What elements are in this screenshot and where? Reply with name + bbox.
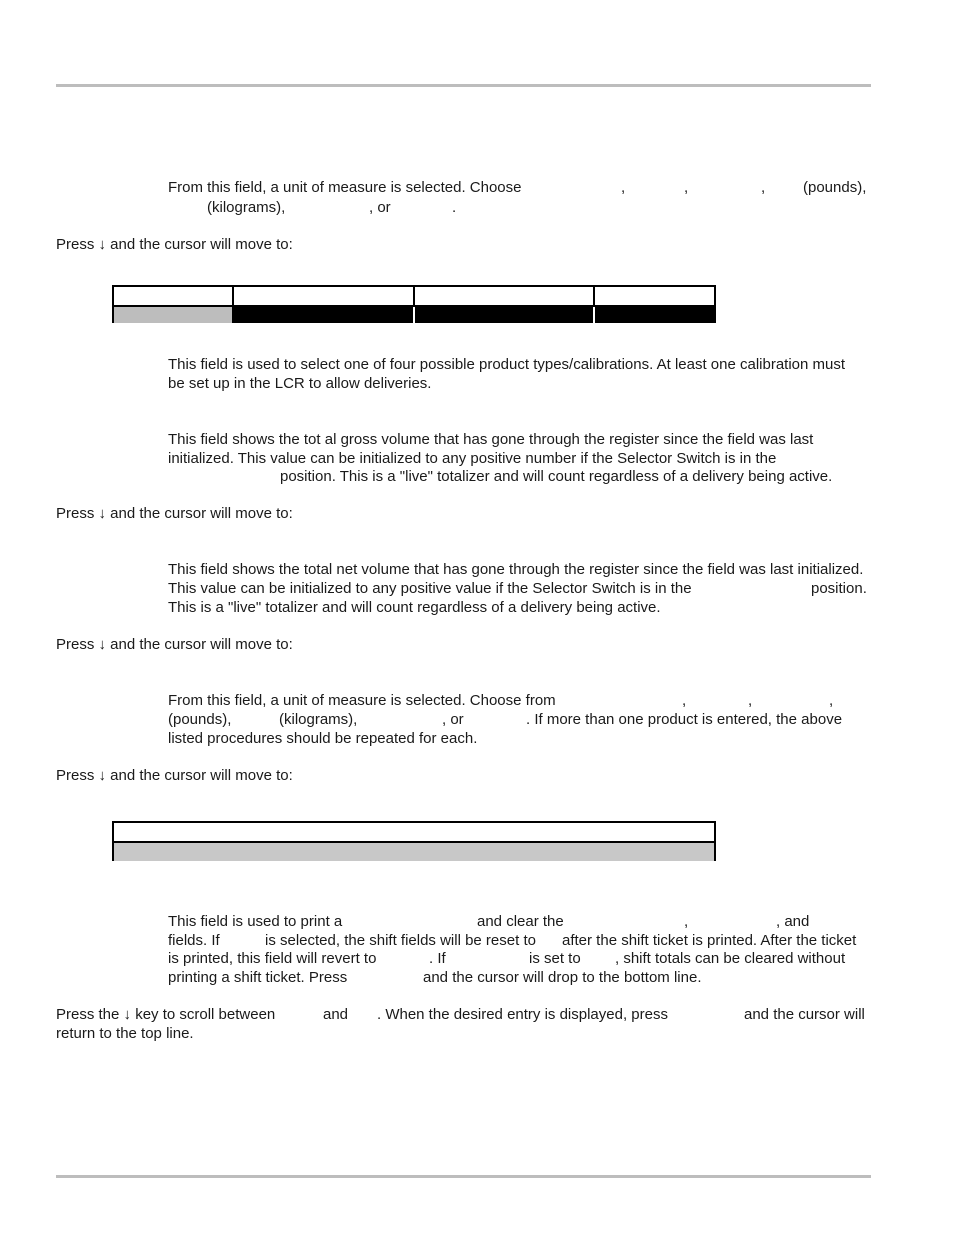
paragraph-1-period: . [452,199,457,216]
lcd-cell [234,287,415,305]
paragraph-5-line-1: From this field, a unit of measure is selected. Choose from [168,692,556,709]
paragraph-1-kilograms: (kilograms), [207,199,286,216]
paragraph-1-comma: , [621,179,626,196]
paragraph-1-comma: , [684,179,689,196]
press-down-instruction: Press ↓ and the cursor will move to: [56,236,293,253]
lcd-cell [234,307,415,323]
paragraph-1-pounds: (pounds), [803,179,867,196]
paragraph-6-line-2: fields. If [168,932,220,949]
paragraph-6-line-2: after the shift ticket is printed. After the ticket [562,932,857,949]
paragraph-7-and: and [323,1006,349,1023]
paragraph-5-pounds: (pounds), [168,711,232,728]
paragraph-6-line-4: and the cursor will drop to the bottom line. [423,969,702,986]
paragraph-4-line-3: This is a "live" totalizer and will count regardless of a delivery being active. [168,599,661,616]
paragraph-3-line-2: initialized. This value can be initialized to any positive number if the Selector Switch is in the [168,450,777,467]
paragraph-6-line-1: This field is used to print a [168,913,343,930]
paragraph-3-line-3: position. This is a "live" totalizer and will count regardless of a delivery being active. [280,468,833,485]
paragraph-6-line-3: . If [429,950,446,967]
paragraph-7-line-1: Press the ↓ key to scroll between [56,1006,276,1023]
paragraph-5-line-3: listed procedures should be repeated for each. [168,730,478,747]
paragraph-5-comma: , [682,692,687,709]
footer-rule [56,1175,871,1178]
paragraph-5-comma: , [829,692,834,709]
paragraph-6-line-2: is selected, the shift fields will be reset to [265,932,536,949]
lcd-cell-selected [114,307,234,323]
lcd-cell [595,287,714,305]
lcd-cell [595,307,714,323]
lcd-bottom-row-selected [114,843,714,861]
paragraph-1-or: , or [369,199,391,216]
paragraph-4-line-2: This value can be initialized to any positive value if the Selector Switch is in the [168,580,692,597]
paragraph-5-comma: , [748,692,753,709]
paragraph-6-comma: , [684,913,689,930]
lcd-display-shift-row [112,821,716,861]
paragraph-6-line-3: , shift totals can be cleared without [615,950,846,967]
paragraph-6-line-3: is printed, this field will revert to [168,950,377,967]
lcd-cell [114,287,234,305]
header-rule [56,84,871,87]
paragraph-4-line-1: This field shows the total net volume that has gone through the register since the field was last initialized. [168,561,864,578]
lcd-cell [415,307,595,323]
paragraph-1-line-1: From this field, a unit of measure is selected. Choose [168,179,522,196]
lcd-top-row [114,823,714,843]
paragraph-6-and: , and [776,913,810,930]
paragraph-6-line-4: printing a shift ticket. Press [168,969,348,986]
paragraph-7-line-1: and the cursor will [744,1006,865,1023]
press-down-instruction: Press ↓ and the cursor will move to: [56,505,293,522]
paragraph-1-comma: , [761,179,766,196]
paragraph-5-tail: . If more than one product is entered, the above [526,711,843,728]
paragraph-3-line-1: This field shows the tot al gross volume that has gone through the register since the field was last [168,431,814,448]
paragraph-5-kilograms: (kilograms), [279,711,358,728]
paragraph-4-position: position. [811,580,867,597]
paragraph-2-line-2: be set up in the LCR to allow deliveries. [168,375,432,392]
lcd-bottom-row [114,307,714,323]
paragraph-7-line-1: . When the desired entry is displayed, press [377,1006,668,1023]
paragraph-6-line-1: and clear the [477,913,564,930]
paragraph-7-line-2: return to the top line. [56,1025,194,1042]
lcd-cell [415,287,595,305]
lcd-top-row [114,287,714,307]
lcd-display-product-row [112,285,716,323]
paragraph-6-line-3: is set to [529,950,581,967]
paragraph-5-or: , or [442,711,464,728]
press-down-instruction: Press ↓ and the cursor will move to: [56,636,293,653]
paragraph-2-line-1: This field is used to select one of four possible product types/calibrations. At least one calibration must [168,356,846,373]
press-down-instruction: Press ↓ and the cursor will move to: [56,767,293,784]
